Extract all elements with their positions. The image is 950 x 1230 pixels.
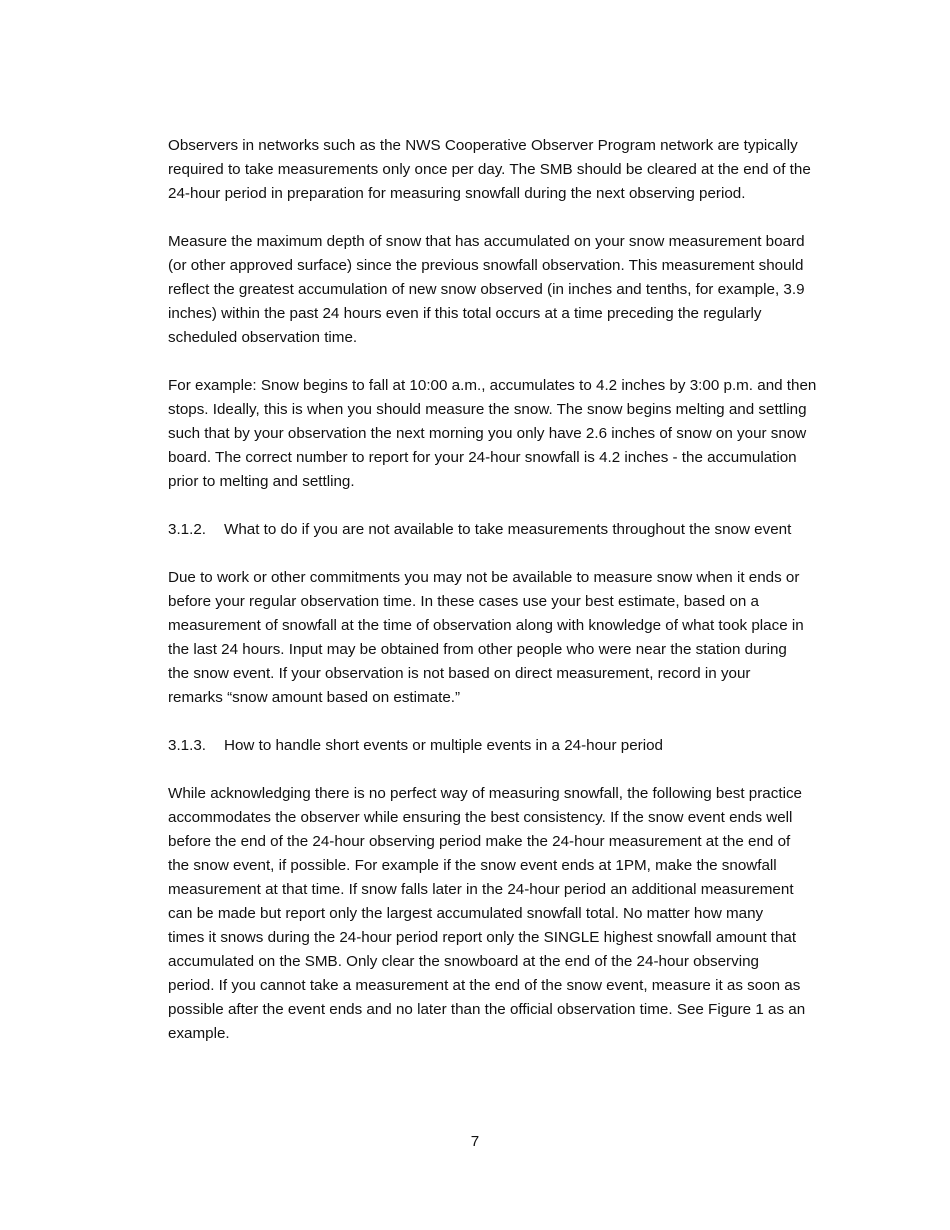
paragraph-example [168,374,844,494]
text-line: board. The correct number to report for your 24-hour snowfall is 4.2 inches - the accumulation [168,449,797,466]
text-line: For example: Snow begins to fall at 10:00 a.m., accumulates to 4.2 inches by 3:00 p.m. and then [168,377,817,394]
text-line: Measure the maximum depth of snow that has accumulated on your snow measurement board [168,233,805,250]
text-line: 24-hour period in preparation for measuring snowfall during the next observing period. [168,185,746,202]
paragraph-short-events [168,782,844,1046]
text-line: accumulated on the SMB. Only clear the snowboard at the end of the 24-hour observing [168,953,759,970]
text-line: remarks “snow amount based on estimate.” [168,689,461,706]
text-line: prior to melting and settling. [168,473,355,490]
text-line: Due to work or other commitments you may not be available to measure snow when it ends or [168,569,800,586]
section-title: What to do if you are not available to take measurements throughout the snow event [224,521,792,538]
text-line: such that by your observation the next morning you only have 2.6 inches of snow on your snow [168,425,807,442]
text-line: can be made but report only the largest accumulated snowfall total. No matter how many [168,905,764,922]
text-line: measurement at that time. If snow falls later in the 24-hour period an additional measurement [168,881,794,898]
text-line: required to take measurements only once per day. The SMB should be cleared at the end of the [168,161,811,178]
text-line: accommodates the observer while ensuring the best consistency. If the snow event ends well [168,809,793,826]
section-title: How to handle short events or multiple events in a 24-hour period [224,737,663,754]
section-heading-3-1-3 [168,734,844,758]
document-page [168,134,844,1070]
section-heading-3-1-2 [168,518,844,542]
text-line: measurement of snowfall at the time of observation along with knowledge of what took place in [168,617,804,634]
page-number: 7 [470,1133,480,1150]
text-line: the last 24 hours. Input may be obtained from other people who were near the station during [168,641,787,658]
text-line: (or other approved surface) since the previous snowfall observation. This measurement should [168,257,804,274]
text-line: example. [168,1025,230,1042]
section-number: 3.1.3. [168,737,206,754]
section-number: 3.1.2. [168,521,206,538]
text-line: possible after the event ends and no later than the official observation time. See Figure 1 as an [168,1001,806,1018]
text-line: times it snows during the 24-hour period report only the SINGLE highest snowfall amount that [168,929,797,946]
text-line: Observers in networks such as the NWS Cooperative Observer Program network are typically [168,137,798,154]
text-line: stops. Ideally, this is when you should measure the snow. The snow begins melting and settling [168,401,807,418]
text-line: scheduled observation time. [168,329,358,346]
text-line: before the end of the 24-hour observing period make the 24-hour measurement at the end of [168,833,791,850]
paragraph-not-available [168,566,844,710]
text-line: the snow event, if possible. For example if the snow event ends at 1PM, make the snowfall [168,857,777,874]
paragraph-observer-networks [168,134,844,206]
text-line: While acknowledging there is no perfect way of measuring snowfall, the following best practice [168,785,802,802]
text-line: the snow event. If your observation is not based on direct measurement, record in your [168,665,751,682]
paragraph-measure-maximum-depth [168,230,844,350]
text-line: before your regular observation time. In these cases use your best estimate, based on a [168,593,759,610]
text-line: reflect the greatest accumulation of new snow observed (in inches and tenths, for example, 3.9 [168,281,805,298]
text-line: period. If you cannot take a measurement at the end of the snow event, measure it as soon as [168,977,801,994]
text-line: inches) within the past 24 hours even if this total occurs at a time preceding the regularly [168,305,762,322]
